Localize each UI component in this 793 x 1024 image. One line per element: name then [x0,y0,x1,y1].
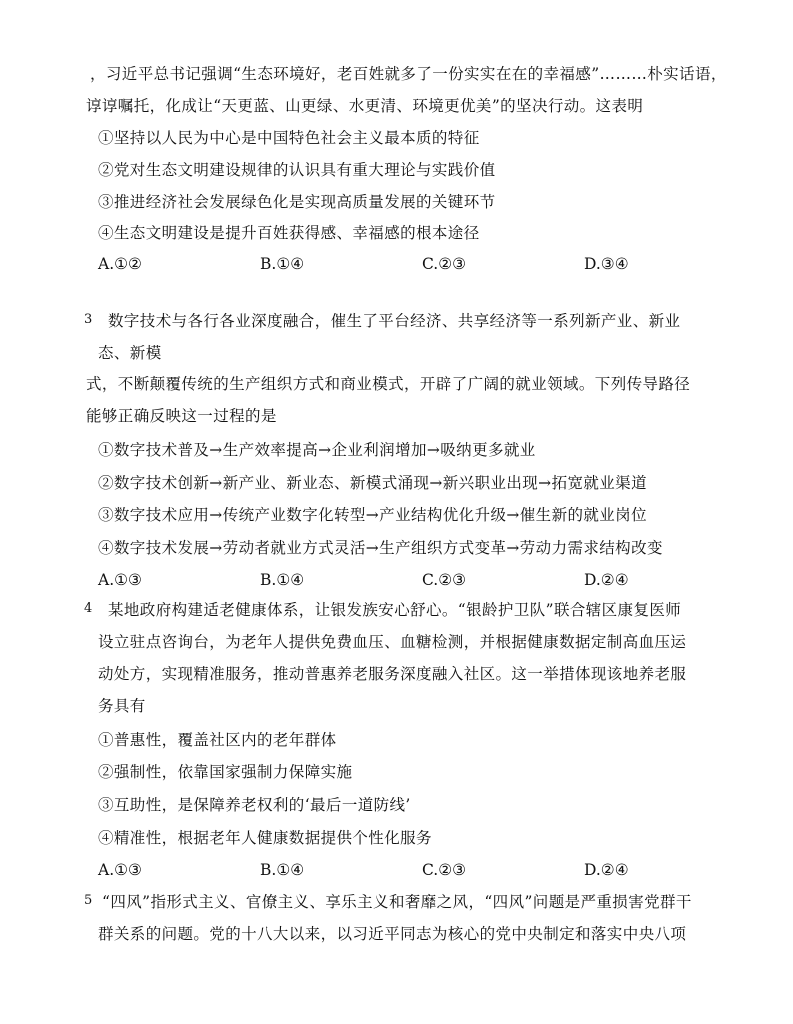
q4-choice-a: A.①③ [98,861,142,879]
q5-stem-line-2: 群关系的问题。党的十八大以来，以习近平同志为核心的党中央制定和落实中央八项 [98,925,687,943]
q4-choice-b: B.①④ [260,861,305,879]
q3-number: 3 [84,312,93,327]
q3-choice-d: D.②④ [584,571,629,589]
q3-stem-line-2: 态、新模 [98,344,162,362]
q3-choice-a: A.①③ [98,571,142,589]
q4-choice-d: D.②④ [584,861,629,879]
q3-option-3: ③数字技术应用→传统产业数字化转型→产业结构优化升级→催生新的就业岗位 [98,506,647,524]
q4-choice-c: C.②③ [422,861,467,879]
q4-stem-line-2: 设立驻点咨询台，为老年人提供免费血压、血糖检测，并根据健康数据定制高血压运 [98,633,687,651]
q2-stem-line-2: 谆谆嘱托，化成让“天更蓝、山更绿、水更清、环境更优美”的坚决行动。这表明 [86,97,644,115]
q2-choices [98,253,738,275]
q4-option-1: ①普惠性，覆盖社区内的老年群体 [98,731,337,749]
q4-stem-line-3: 动处方，实现精准服务，推动普惠养老服务深度融入社区。这一举措体现该地养老服 [98,665,687,683]
q2-option-1: ①坚持以人民为中心是中国特色社会主义最本质的特征 [98,129,480,147]
q2-stem-line-1: ，习近平总书记强调“生态环境好，老百姓就多了一份实实在在的幸福感”………朴实话语， [90,65,727,83]
q4-choices [98,859,738,881]
q2-choice-d: D.③④ [584,255,629,273]
q4-stem-line-4: 务具有 [98,697,146,715]
q5-number: 5 [84,893,93,908]
q3-option-2: ②数字技术创新→新产业、新业态、新模式涌现→新兴职业出现→拓宽就业渠道 [98,474,647,492]
q5-stem-line-1: “四风”指形式主义、官僚主义、享乐主义和奢靡之风，“四风”问题是严重损害党群干 [102,893,692,911]
q3-choices [98,569,738,591]
q2-choice-a: A.①② [98,255,142,273]
q3-option-1: ①数字技术普及→生产效率提高→企业利润增加→吸纳更多就业 [98,441,536,459]
q3-choice-b: B.①④ [260,571,305,589]
q4-option-4: ④精准性，根据老年人健康数据提供个性化服务 [98,829,432,847]
q2-choice-c: C.②③ [422,255,467,273]
q2-choice-b: B.①④ [260,255,305,273]
q3-stem-line-4: 能够正确反映这一过程的是 [86,407,277,425]
q4-stem-line-1: 某地政府构建适老健康体系，让银发族安心舒心。“银龄护卫队”联合辖区康复医师 [108,601,682,619]
q2-option-3: ③推进经济社会发展绿色化是实现高质量发展的关键环节 [98,193,496,211]
q3-choice-c: C.②③ [422,571,467,589]
q2-option-4: ④生态文明建设是提升百姓获得感、幸福感的根本途径 [98,224,480,242]
q2-option-2: ②党对生态文明建设规律的认识具有重大理论与实践价值 [98,161,496,179]
q3-stem-line-1: 数字技术与各行各业深度融合，催生了平台经济、共享经济等一系列新产业、新业 [108,312,681,330]
q3-stem-line-3: 式，不断颠覆传统的生产组织方式和商业模式，开辟了广阔的就业领域。下列传导路径 [86,375,691,393]
q4-option-3: ③互助性，是保障养老权利的‘最后一道防线’ [98,796,411,814]
q4-option-2: ②强制性，依靠国家强制力保障实施 [98,763,353,781]
q3-option-4: ④数字技术发展→劳动者就业方式灵活→生产组织方式变革→劳动力需求结构改变 [98,539,663,557]
q4-number: 4 [84,601,93,616]
